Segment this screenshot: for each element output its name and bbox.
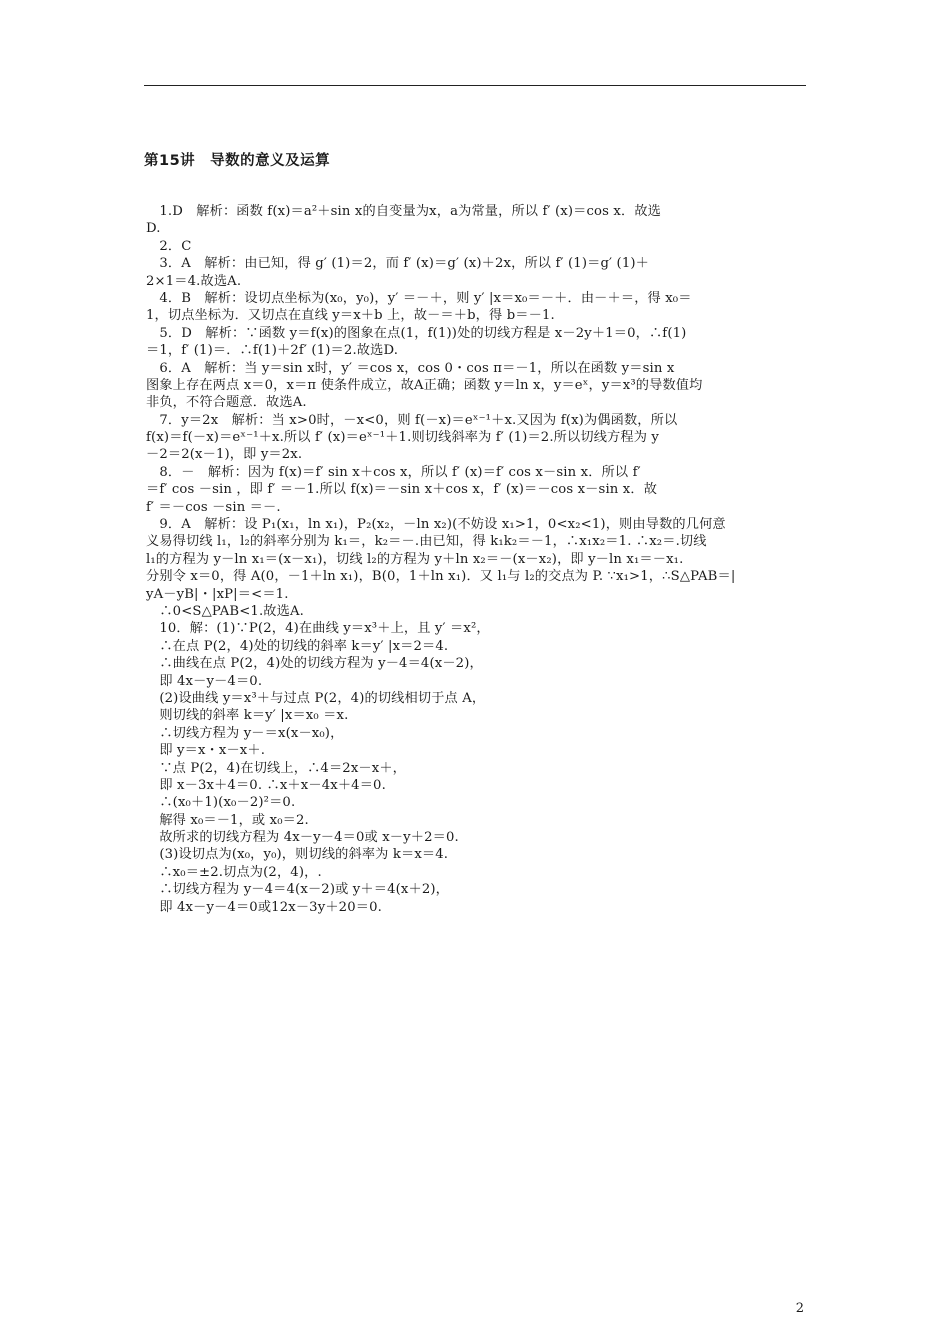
text-line: 分别令 x＝0，得 A(0，－1＋ln x₁)，B(0，1＋ln x₁)．又 l₁与 l₂的交点为 P. ∵x₁>1，∴S△PAB＝| [146, 569, 736, 585]
text-line: 图象上存在两点 x＝0，x＝π 使条件成立，故A正确；函数 y＝ln x，y＝eˣ，y＝x³的导数值均 [146, 377, 703, 393]
text-line: 故所求的切线方程为 4x－y－4＝0或 x－y＋2＝0. [146, 830, 459, 846]
text-line: f′ ＝－cos －sin ＝－. [146, 499, 281, 515]
text-line: (2)设曲线 y＝x³＋与过点 P(2，4)的切线相切于点 A， [146, 690, 486, 706]
text-line: 10．解：(1)∵P(2，4)在曲线 y＝x³＋上，且 y′ ＝x²， [146, 621, 490, 637]
text-line: 义易得切线 l₁，l₂的斜率分别为 k₁＝，k₂＝－.由已知，得 k₁k₂＝－1，∴x₁x₂＝1. ∴x₂＝.切线 [146, 534, 707, 550]
text-line: ＝f′ cos －sin ，即 f′ ＝－1.所以 f(x)＝－sin x＋cos x，f′ (x)＝－cos x－sin x．故 [146, 482, 658, 498]
text-line: 非负，不符合题意．故选A. [146, 395, 307, 411]
text-line: ∴在点 P(2，4)处的切线的斜率 k＝y′ |x＝2＝4. [146, 638, 449, 654]
text-line: 即 x－3x＋4＝0. ∴x＋x－4x＋4＝0. [146, 777, 386, 793]
text-line: 5．D 解析：∵函数 y＝f(x)的图象在点(1，f(1))处的切线方程是 x－2y＋1＝0，∴f(1) [146, 325, 687, 341]
text-line: l₁的方程为 y－ln x₁＝(x－x₁)，切线 l₂的方程为 y＋ln x₂＝－(x－x₂)，即 y－ln x₁＝－x₁. [146, 551, 684, 567]
text-line: 2×1＝4.故选A. [146, 273, 242, 289]
text-line: 9．A 解析：设 P₁(x₁，ln x₁)，P₂(x₂，－ln x₂)(不妨设 x₁>1，0<x₂<1)，则由导数的几何意 [146, 517, 726, 533]
text-line: 1，切点坐标为．又切点在直线 y＝x＋b 上，故－＝＋b，得 b＝－1. [146, 308, 555, 324]
header-rule [144, 85, 806, 86]
text-line: D. [146, 221, 161, 237]
text-line: ∴0<S△PAB<1.故选A. [146, 603, 304, 619]
text-line: ∴切线方程为 y－＝x(x－x₀)， [146, 725, 344, 741]
text-line: ＝1，f′ (1)＝．∴f(1)＋2f′ (1)＝2.故选D. [146, 343, 399, 359]
text-line: 即 y＝x・x－x＋. [146, 743, 266, 759]
text-line: 4．B 解析：设切点坐标为(x₀，y₀)，y′ ＝－＋，则 y′ |x＝x₀＝－＋．由－＋＝，得 x₀＝ [146, 290, 692, 306]
text-line: f(x)＝f(－x)＝eˣ⁻¹＋x.所以 f′ (x)＝eˣ⁻¹＋1.则切线斜率为 f′ (1)＝2.所以切线方程为 y [146, 430, 659, 446]
solution-body [146, 203, 810, 916]
text-line: 2．C [146, 238, 192, 254]
text-line: 7．y＝2x 解析：当 x>0时，－x<0，则 f(－x)＝eˣ⁻¹＋x.又因为 f(x)为偶函数，所以 [146, 412, 678, 428]
text-line: ∴(x₀＋1)(x₀－2)²＝0. [146, 795, 296, 811]
text-line: －2＝2(x－1)，即 y＝2x. [146, 447, 303, 463]
text-line: 6．A 解析：当 y＝sin x时，y′ ＝cos x，cos 0・cos π＝－1，所以在函数 y＝sin x [146, 360, 675, 376]
text-line: 则切线的斜率 k＝y′ |x＝x₀ ＝x. [146, 708, 349, 724]
text-line: 解得 x₀＝－1，或 x₀＝2. [146, 812, 309, 828]
text-line: 1.D 解析：函数 f(x)＝a²＋sin x的自变量为x，a为常量，所以 f′ (x)＝cos x．故选 [146, 204, 662, 219]
text-line: yA－yB|・|xP|＝<＝1. [146, 586, 289, 602]
text-line: ∴曲线在点 P(2，4)处的切线方程为 y－4＝4(x－2)， [146, 656, 483, 672]
text-line: ∴切线方程为 y－4＝4(x－2)或 y＋＝4(x＋2)， [146, 882, 450, 898]
text-line: 即 4x－y－4＝0. [146, 673, 263, 689]
text-line: 3．A 解析：由已知，得 g′ (1)＝2，而 f′ (x)＝g′ (x)＋2x，所以 f′ (1)＝g′ (1)＋ [146, 256, 650, 272]
text-line: (3)设切点为(x₀，y₀)，则切线的斜率为 k＝x＝4. [146, 847, 449, 863]
page-title: 第15讲 导数的意义及运算 [144, 153, 331, 169]
page-number: 2 [795, 1301, 804, 1316]
text-line: ∵点 P(2，4)在切线上，∴4＝2x－x＋， [146, 760, 407, 776]
text-line: 8．－ 解析：因为 f(x)＝f′ sin x＋cos x，所以 f′ (x)＝f′ cos x－sin x．所以 f′ [146, 464, 641, 480]
text-line: 即 4x－y－4＝0或12x－3y＋20＝0. [146, 899, 382, 915]
text-line: ∴x₀＝±2.切点为(2，4)，. [146, 864, 322, 880]
